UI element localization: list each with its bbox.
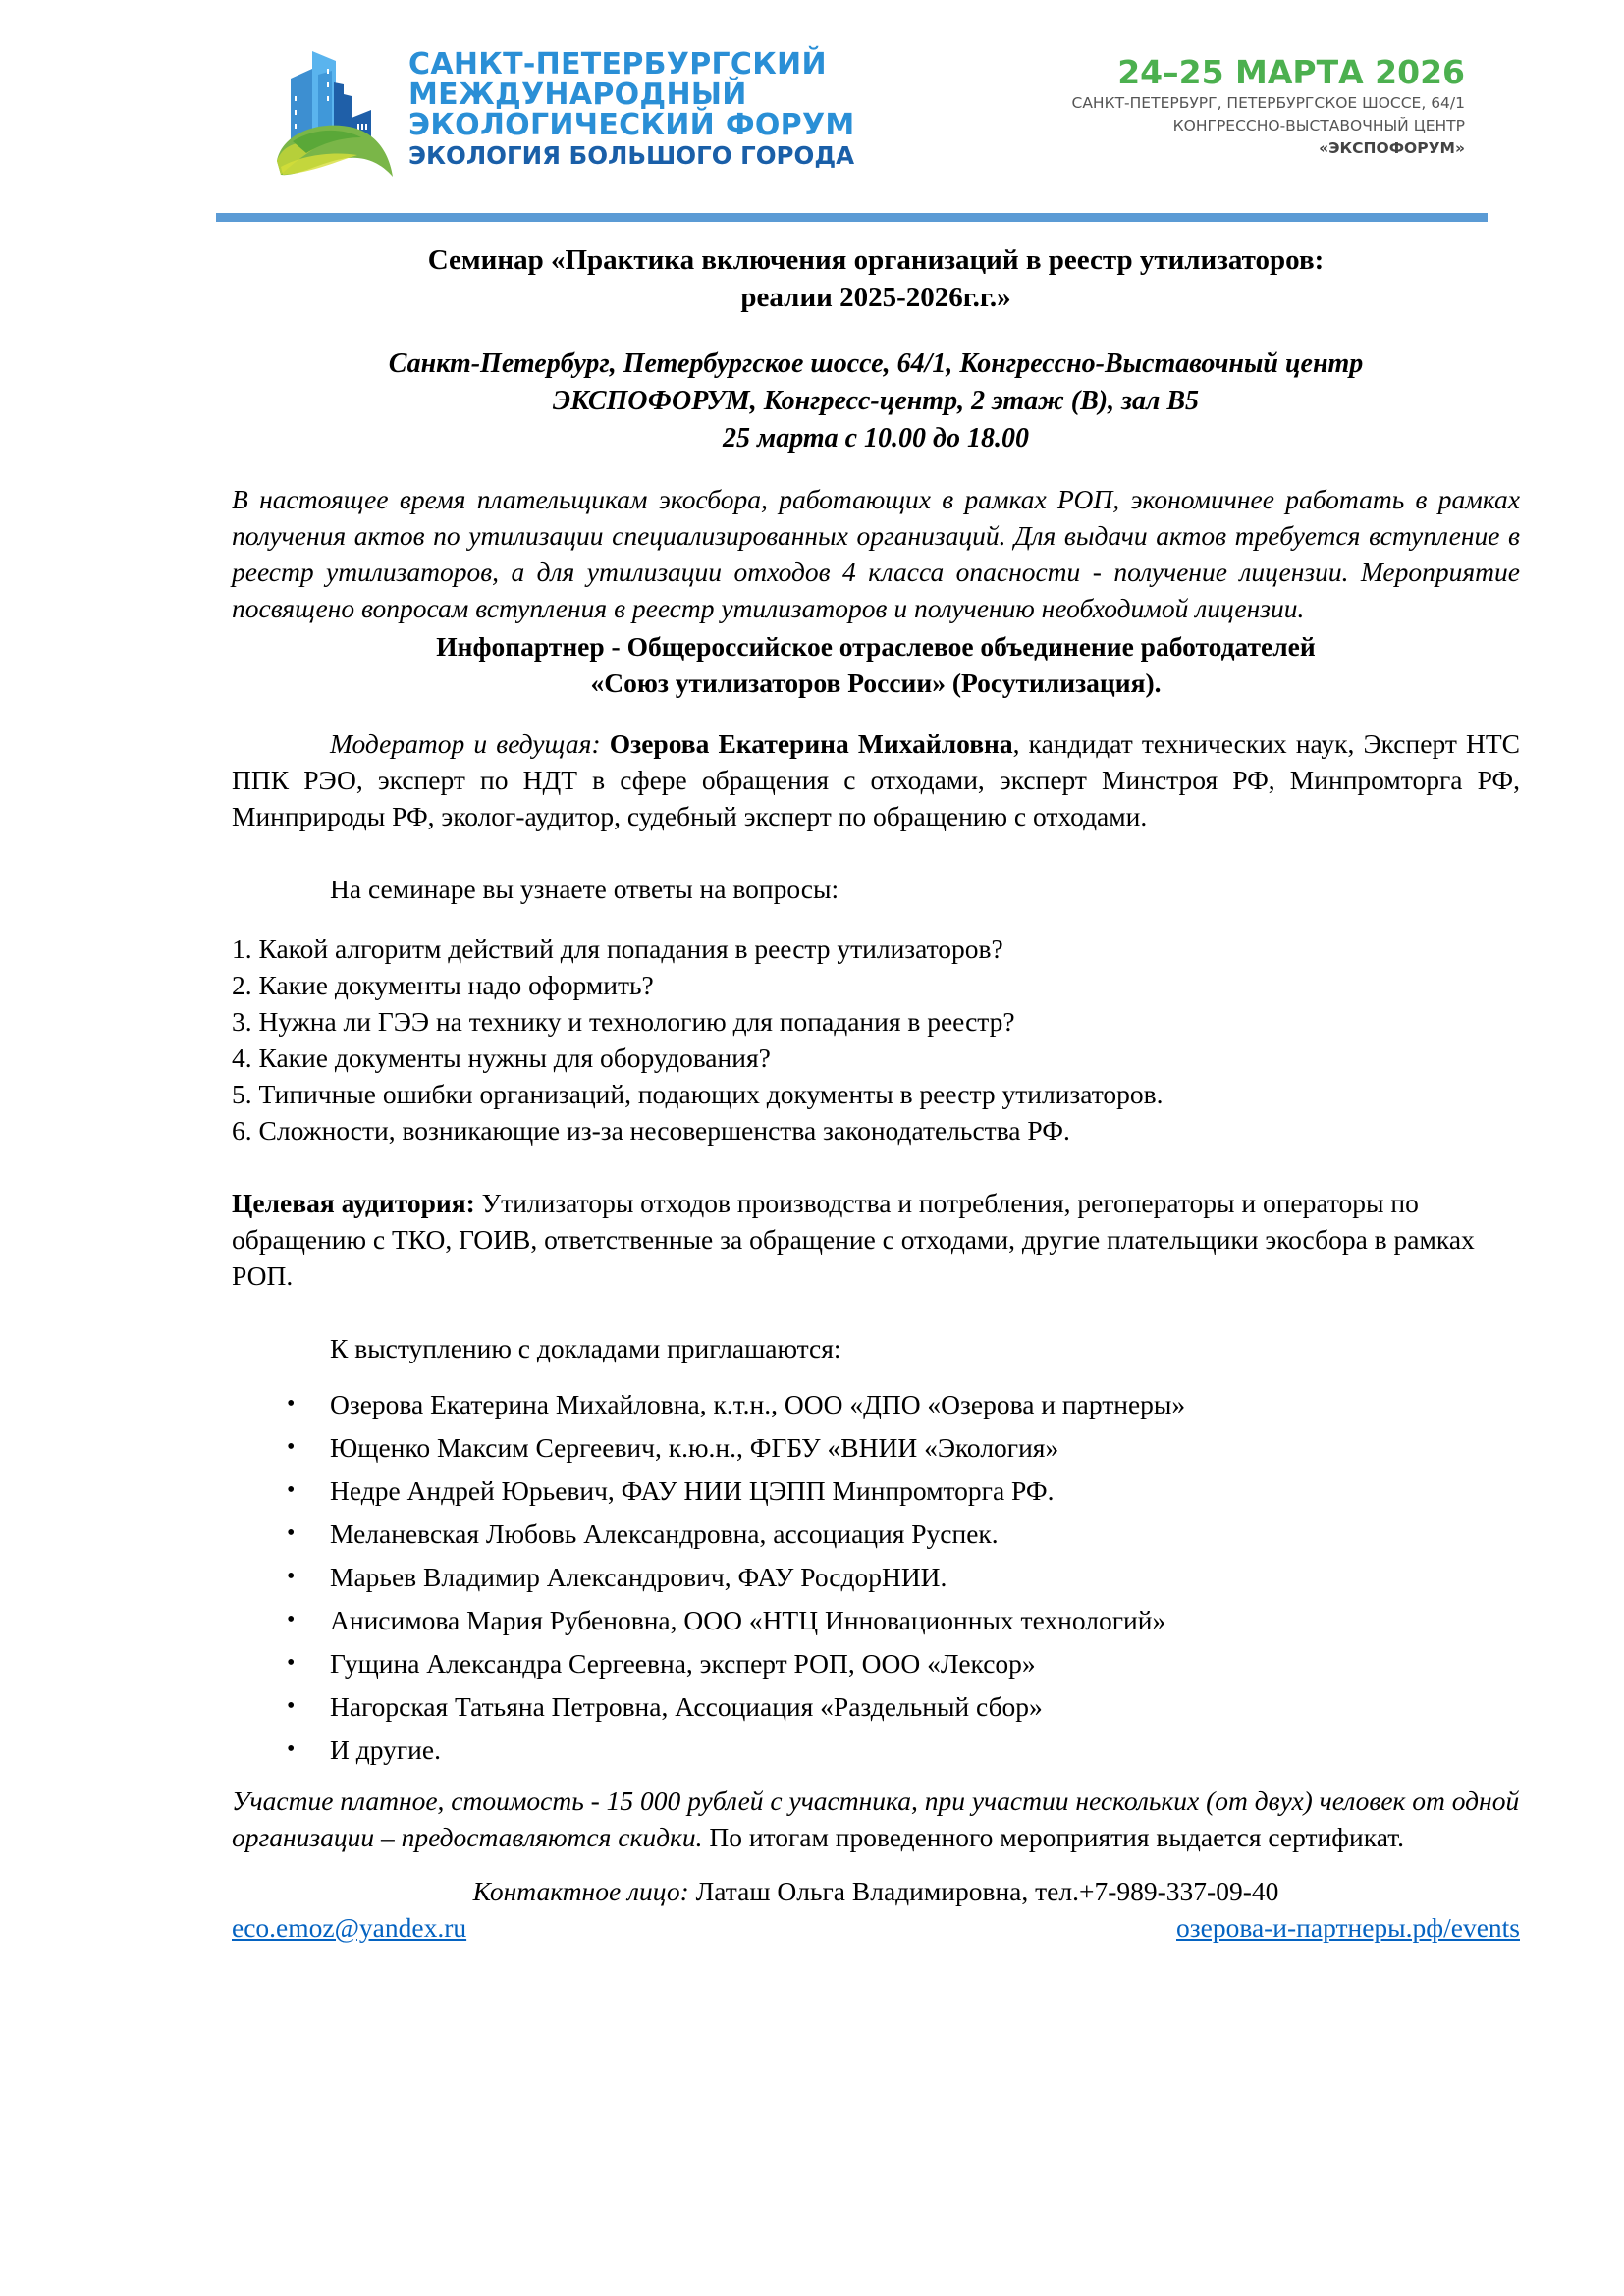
seminar-venue <box>232 346 1520 457</box>
bullet-icon: • <box>287 1477 296 1503</box>
speaker-text: И другие. <box>330 1735 441 1765</box>
speakers-list <box>232 1386 1520 1768</box>
forum-logo-text <box>408 49 855 171</box>
venue-line-1: Санкт-Петербург, Петербургское шоссе, 64/1, Конгрессно-Выставочный центр <box>388 348 1364 379</box>
speaker-item <box>232 1602 1520 1638</box>
question-item: 4. Какие документы нужны для оборудования? <box>232 1042 771 1073</box>
speaker-item <box>232 1732 1520 1768</box>
fee-paragraph <box>232 1783 1520 1855</box>
speaker-item <box>232 1429 1520 1466</box>
contact-links <box>232 1909 1520 1946</box>
event-address-line-2: КОНГРЕССНО-ВЫСТАВОЧНЫЙ ЦЕНТР <box>1172 117 1465 134</box>
event-address-line-1: САНКТ-ПЕТЕРБУРГ, ПЕТЕРБУРГСКОЕ ШОССЕ, 64/1 <box>1071 94 1465 112</box>
speaker-text: Анисимова Мария Рубеновна, ООО «НТЦ Инновационных технологий» <box>330 1605 1166 1635</box>
question-item: 5. Типичные ошибки организаций, подающих документы в реестр утилизаторов. <box>232 1079 1164 1109</box>
speaker-text: Нагорская Татьяна Петровна, Ассоциация «Раздельный сбор» <box>330 1691 1043 1722</box>
speaker-item <box>232 1688 1520 1725</box>
website-link[interactable]: озерова-и-партнеры.рф/events <box>1176 1912 1520 1943</box>
speaker-text: Недре Андрей Юрьевич, ФАУ НИИ ЦЭПП Минпромторга РФ. <box>330 1475 1055 1506</box>
bullet-icon: • <box>287 1736 296 1762</box>
speakers-intro: К выступлению с докладами приглашаются: <box>330 1333 841 1363</box>
speaker-item <box>232 1472 1520 1509</box>
title-line-1: Семинар «Практика включения организаций в реестр утилизаторов: <box>427 244 1325 276</box>
event-dates: 24–25 МАРТА 2026 <box>1117 53 1465 91</box>
speaker-text: Ющенко Максим Сергеевич, к.ю.н., ФГБУ «ВНИИ «Экология» <box>330 1432 1059 1463</box>
speaker-text: Меланевская Любовь Александровна, ассоциация Руспек. <box>330 1519 999 1549</box>
target-audience <box>232 1185 1520 1294</box>
speaker-item <box>232 1559 1520 1595</box>
audience-text: Утилизаторы отходов производства и потребления, регоператоры и операторы по обращению с ТКО, ГОИВ, ответственные за обращение с отходами, другие плательщики экосбора в рамках РОП. <box>232 1188 1475 1291</box>
partner-line-1: Инфопартнер - Общероссийское отраслевое объединение работодателей <box>436 631 1316 662</box>
title-line-2: реалии 2025-2026г.г.» <box>740 282 1011 313</box>
info-partner <box>232 628 1520 701</box>
header-divider <box>216 213 1488 222</box>
bullet-icon: • <box>287 1391 296 1416</box>
bullet-icon: • <box>287 1650 296 1676</box>
moderator-name: Озерова Екатерина Михайловна <box>609 728 1013 759</box>
bullet-icon: • <box>287 1521 296 1546</box>
speaker-item <box>232 1516 1520 1552</box>
page-header <box>265 39 1492 187</box>
bullet-icon: • <box>287 1693 296 1719</box>
intro-paragraph: В настоящее время плательщикам экосбора, работающих в рамках РОП, экономичнее работать в рамках получения актов по утилизации специализированных организаций. Для выдачи актов требуется вступление в реестр утилизаторов, а для утилизации отходов 4 класса опасности - получение лицензии. Мероприятие посвящено вопросам вступления в реестр утилизаторов и получению необходимой лицензии. <box>232 484 1520 623</box>
event-venue: «ЭКСПОФОРУМ» <box>1319 139 1465 157</box>
venue-datetime: 25 марта с 10.00 до 18.00 <box>723 423 1029 454</box>
questions-intro: На семинаре вы узнаете ответы на вопросы: <box>330 874 839 904</box>
bullet-icon: • <box>287 1607 296 1632</box>
contact-line <box>232 1873 1520 1909</box>
partner-line-2: «Союз утилизаторов России» (Росутилизация). <box>590 667 1162 698</box>
seminar-title <box>232 241 1520 316</box>
questions-list <box>232 931 1520 1148</box>
question-item: 2. Какие документы надо оформить? <box>232 970 654 1000</box>
question-item: 1. Какой алгоритм действий для попадания в реестр утилизаторов? <box>232 934 1003 964</box>
logo-subtitle: ЭКОЛОГИЯ БОЛЬШОГО ГОРОДА <box>408 141 855 170</box>
speaker-text: Гущина Александра Сергеевна, эксперт РОП, ООО «Лексор» <box>330 1648 1036 1679</box>
logo-line-2: МЕЖДУНАРОДНЫЙ <box>408 78 747 112</box>
email-link[interactable]: eco.emoz@yandex.ru <box>232 1912 467 1943</box>
bullet-icon: • <box>287 1434 296 1460</box>
speaker-text: Озерова Екатерина Михайловна, к.т.н., ООО «ДПО «Озерова и партнеры» <box>330 1389 1186 1419</box>
fee-certificate: По итогам проведенного мероприятия выдается сертификат. <box>702 1822 1405 1852</box>
audience-label: Целевая аудитория: <box>232 1188 475 1218</box>
logo-line-3: ЭКОЛОГИЧЕСКИЙ ФОРУМ <box>408 108 855 142</box>
speaker-item <box>232 1386 1520 1422</box>
event-info <box>1072 53 1466 160</box>
speaker-text: Марьев Владимир Александрович, ФАУ РосдорНИИ. <box>330 1562 947 1592</box>
bullet-icon: • <box>287 1564 296 1589</box>
moderator-paragraph <box>232 725 1520 834</box>
contact-label: Контактное лицо: <box>472 1876 689 1906</box>
venue-line-2: ЭКСПОФОРУМ, Конгресс-центр, 2 этаж (В), зал В5 <box>552 386 1200 416</box>
moderator-label: Модератор и ведущая: <box>330 728 601 759</box>
question-item: 3. Нужна ли ГЭЭ на технику и технологию для попадания в реестр? <box>232 1006 1015 1037</box>
moderator-details: , кандидат технических наук, Эксперт НТС ППК РЭО, эксперт по НДТ в сфере обращения с отходами, эксперт Минстроя РФ, Минпромторга РФ, Минприроды РФ, эколог-аудитор, судебный эксперт по обращению с отходами. <box>232 728 1520 831</box>
fee-terms: Участие платное, стоимость - 15 000 рублей с участника, при участии нескольких (от двух) человек от одной организации – предоставляются скидки. <box>232 1786 1520 1852</box>
contact-details: Латаш Ольга Владимировна, тел.+7-989-337-09-40 <box>688 1876 1279 1906</box>
logo-line-1: САНКТ-ПЕТЕРБУРГСКИЙ <box>408 47 827 81</box>
speaker-item <box>232 1645 1520 1682</box>
document-body <box>232 241 1520 1946</box>
city-eco-logo-icon <box>273 45 401 181</box>
question-item: 6. Сложности, возникающие из-за несовершенства законодательства РФ. <box>232 1115 1070 1146</box>
